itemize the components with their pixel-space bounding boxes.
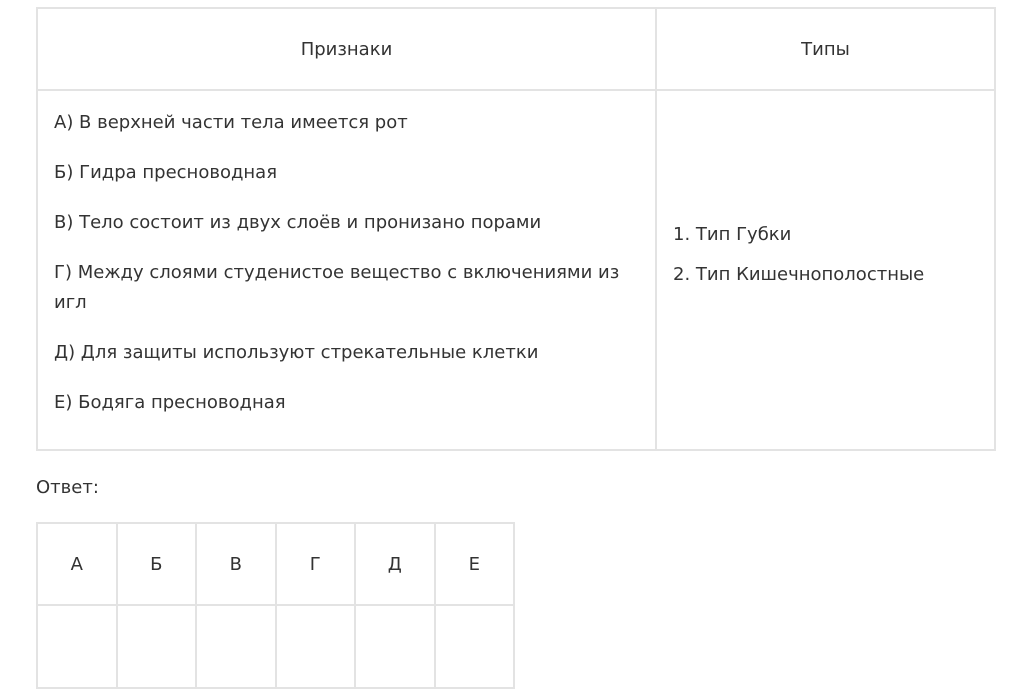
table-header-row [37, 8, 995, 90]
answer-label: Ответ: [36, 477, 99, 498]
features-list [54, 91, 639, 418]
type-item-1: 1. Тип Губки [673, 224, 792, 245]
types-header: Типы [656, 8, 995, 90]
types-list [673, 220, 978, 320]
features-header: Признаки [37, 8, 656, 90]
feature-item-g: Г) Между слоями студенистое вещество с включениями из игл [54, 262, 620, 313]
answer-col-v: В [196, 523, 276, 605]
answer-cell-g[interactable] [276, 605, 356, 688]
types-cell [656, 90, 995, 450]
features-types-table [36, 7, 996, 451]
type-item-2: 2. Тип Кишечнополостные [673, 264, 925, 285]
answer-col-d: Д [355, 523, 435, 605]
feature-item-e: Е) Бодяга пресноводная [54, 392, 286, 413]
answer-cell-d[interactable] [355, 605, 435, 688]
table-row [37, 90, 995, 450]
answer-cell-a[interactable] [37, 605, 117, 688]
answer-cell-e[interactable] [435, 605, 515, 688]
answer-col-b: Б [117, 523, 197, 605]
features-cell [37, 90, 656, 450]
feature-item-d: Д) Для защиты используют стрекательные клетки [54, 342, 539, 363]
answer-cell-b[interactable] [117, 605, 197, 688]
answer-col-a: А [37, 523, 117, 605]
feature-item-b: Б) Гидра пресноводная [54, 162, 278, 183]
feature-item-v: В) Тело состоит из двух слоёв и пронизано порами [54, 212, 542, 233]
answer-input-row [37, 605, 514, 688]
answer-header-row [37, 523, 514, 605]
answer-cell-v[interactable] [196, 605, 276, 688]
feature-item-a: А) В верхней части тела имеется рот [54, 112, 408, 133]
answer-col-e: Е [435, 523, 515, 605]
answer-col-g: Г [276, 523, 356, 605]
answer-table [36, 522, 515, 689]
